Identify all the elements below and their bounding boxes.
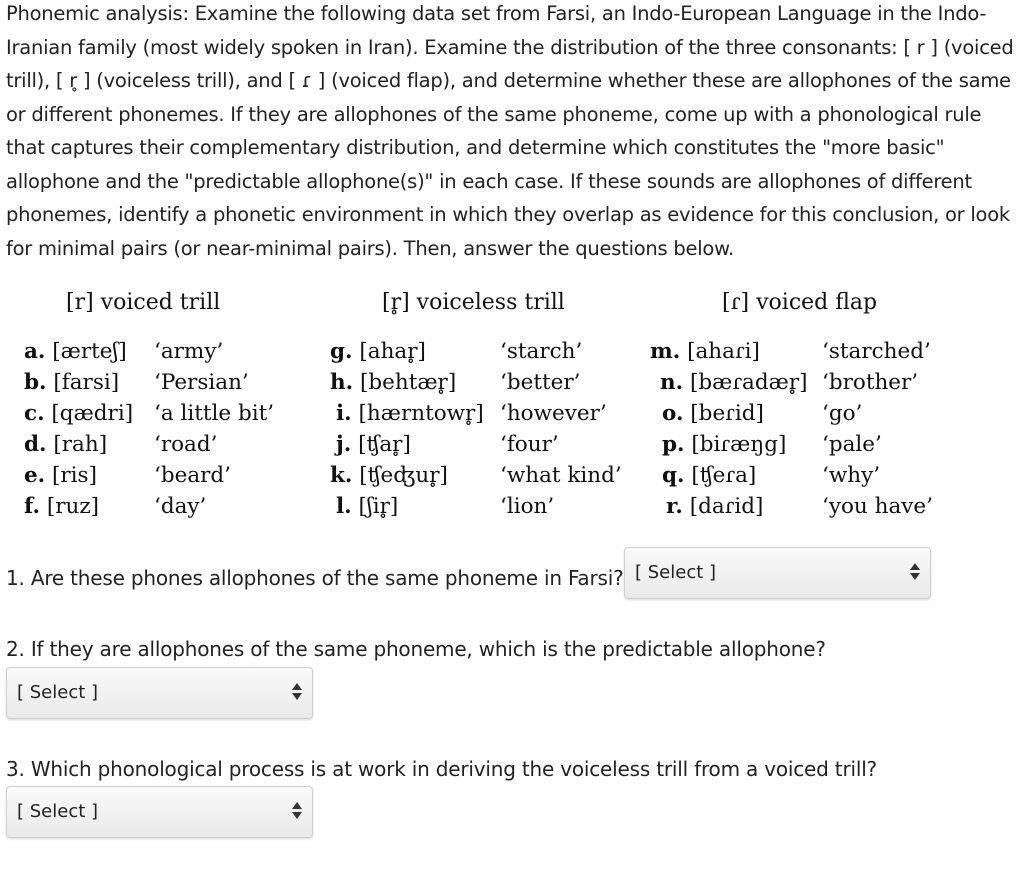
data-row xyxy=(662,463,756,488)
item-letter: d. xyxy=(24,432,47,457)
gloss: ‘however’ xyxy=(500,401,607,426)
data-row xyxy=(662,432,786,457)
gloss: ‘a little bit’ xyxy=(154,401,275,426)
select-value: [ Select ] xyxy=(17,682,99,703)
item-letter: m. xyxy=(650,339,681,364)
instructions-text: Phonemic analysis: Examine the following data set from Farsi, an Indo-European Language in the Indo-Iranian family (most widely spoken in Iran). Examine the distribution of the three consonants: [ r ] (voiced trill), [ r̥ ] (voiceless trill), and [ ɾ ] (voiced flap), and determine whether these are allophones of the same or different phonemes. If they are allophones of the same phoneme, come up with a phonological rule that captures their complementary distribution, and determine which constitutes the "more basic" allophone and the "predictable allophone(s)" in each case. If these sounds are allophones of different phonemes, identify a phonetic environment in which they overlap as evidence for this conclusion, or look for minimal pairs (or near-minimal pairs). Then, answer the questions below. xyxy=(6,2,1014,260)
gloss: ‘better’ xyxy=(500,370,581,395)
column-header-voiced-trill: [r] voiced trill xyxy=(66,290,221,315)
gloss: ‘pale’ xyxy=(822,432,882,457)
data-row xyxy=(336,401,484,426)
gloss: ‘four’ xyxy=(500,432,559,457)
data-row xyxy=(650,339,760,364)
gloss: ‘day’ xyxy=(154,494,207,519)
phonetic-form: [bæɾadær̥] xyxy=(689,370,808,395)
gloss: ‘starch’ xyxy=(500,339,583,364)
gloss: ‘starched’ xyxy=(822,339,931,364)
phonetic-form: [ʧeɾa] xyxy=(691,463,757,488)
phonetic-form: [beɾid] xyxy=(690,401,764,426)
data-row xyxy=(330,370,456,395)
gloss: ‘what kind’ xyxy=(500,463,622,488)
question-2-text: 2. If they are allophones of the same phoneme, which is the predictable allophone? xyxy=(6,637,826,661)
question-3-text: 3. Which phonological process is at work in deriving the voiceless trill from a voiced trill? xyxy=(6,757,877,781)
gloss: ‘why’ xyxy=(822,463,881,488)
column-header-voiced-flap: [ɾ] voiced flap xyxy=(722,290,878,315)
data-row xyxy=(24,494,99,519)
item-letter: h. xyxy=(330,370,354,395)
select-arrows-icon xyxy=(292,683,302,705)
item-letter: j. xyxy=(336,432,352,457)
phonetic-form: [hærntowr̥] xyxy=(358,401,484,426)
phonetic-form: [ruz] xyxy=(46,494,100,519)
phonetic-form: [biɾæŋg] xyxy=(691,432,787,457)
question-2-select[interactable] xyxy=(6,667,313,719)
gloss: ‘Persian’ xyxy=(154,370,249,395)
item-letter: i. xyxy=(336,401,352,426)
data-row xyxy=(662,401,764,426)
item-letter: p. xyxy=(662,432,685,457)
gloss: ‘you have’ xyxy=(822,494,933,519)
phonetic-form: [ahar̥] xyxy=(359,339,426,364)
gloss: ‘road’ xyxy=(154,432,218,457)
phonetic-form: [ʃir̥] xyxy=(358,494,399,519)
item-letter: c. xyxy=(24,401,45,426)
select-value: [ Select ] xyxy=(17,801,99,822)
item-letter: b. xyxy=(24,370,47,395)
phonetic-form: [farsi] xyxy=(53,370,120,395)
item-letter: r. xyxy=(666,494,683,519)
phonetic-form: [daɾid] xyxy=(689,494,764,519)
question-1-select[interactable] xyxy=(624,547,931,599)
item-letter: g. xyxy=(330,339,353,364)
item-letter: a. xyxy=(24,339,46,364)
phonetic-form: [ahaɾi] xyxy=(687,339,760,364)
select-value: [ Select ] xyxy=(635,562,717,583)
data-row xyxy=(24,463,97,488)
column-header-voiceless-trill: [r̥] voiceless trill xyxy=(382,290,565,315)
phonetic-form: [rah] xyxy=(53,432,108,457)
phonetic-form: [ʧeʤur̥] xyxy=(359,463,448,488)
data-row xyxy=(336,432,411,457)
item-letter: o. xyxy=(662,401,684,426)
phonetic-form: [ʧar̥] xyxy=(358,432,411,457)
phonetic-form: [qædri] xyxy=(51,401,134,426)
item-letter: q. xyxy=(662,463,685,488)
data-row xyxy=(666,494,763,519)
question-3-select[interactable] xyxy=(6,786,313,838)
data-row xyxy=(330,339,426,364)
gloss: ‘go’ xyxy=(822,401,863,426)
gloss: ‘beard’ xyxy=(154,463,232,488)
data-row xyxy=(336,494,398,519)
question-1-text: 1. Are these phones allophones of the same phoneme in Farsi? xyxy=(6,566,624,590)
item-letter: e. xyxy=(24,463,46,488)
item-letter: l. xyxy=(336,494,352,519)
select-arrows-icon xyxy=(910,563,920,585)
data-row xyxy=(24,370,119,395)
gloss: ‘army’ xyxy=(154,339,224,364)
item-letter: f. xyxy=(24,494,40,519)
gloss: ‘brother’ xyxy=(822,370,919,395)
phonetic-form: [behtær̥] xyxy=(359,370,457,395)
item-letter: k. xyxy=(330,463,353,488)
select-arrows-icon xyxy=(292,802,302,824)
data-row xyxy=(330,463,448,488)
item-letter: n. xyxy=(660,370,684,395)
data-row xyxy=(24,339,127,364)
gloss: ‘lion’ xyxy=(500,494,555,519)
data-row xyxy=(660,370,808,395)
data-row xyxy=(24,401,133,426)
data-row xyxy=(24,432,107,457)
phonetic-form: [ris] xyxy=(52,463,97,488)
phonetic-form: [ærteʃ] xyxy=(52,339,127,364)
